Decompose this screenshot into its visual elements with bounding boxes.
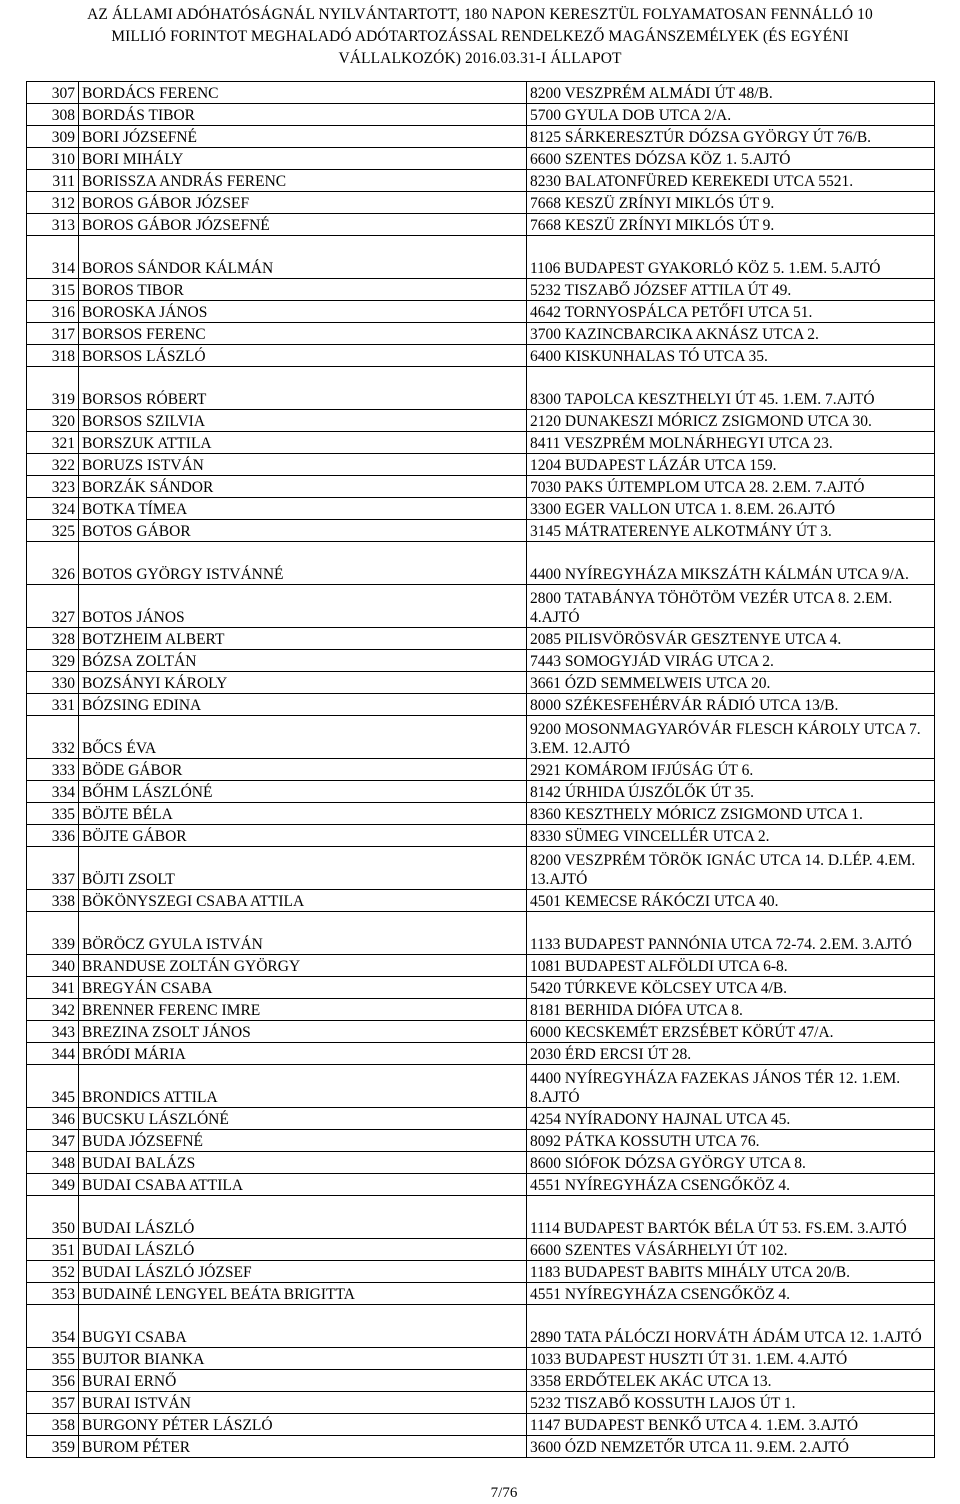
taxpayer-name: BORSOS RÓBERT <box>79 367 527 410</box>
taxpayer-name: BORI JÓZSEFNÉ <box>79 126 527 148</box>
table-row <box>27 1370 935 1392</box>
row-number: 312 <box>27 192 79 214</box>
taxpayer-address: 1133 BUDAPEST PANNÓNIA UTCA 72-74. 2.EM. 3.AJTÓ <box>527 912 935 955</box>
taxpayer-address: 1106 BUDAPEST GYAKORLÓ KÖZ 5. 1.EM. 5.AJTÓ <box>527 236 935 279</box>
taxpayer-address: 8300 TAPOLCA KESZTHELYI ÚT 45. 1.EM. 7.AJTÓ <box>527 367 935 410</box>
taxpayer-name: BURAI ERNŐ <box>79 1370 527 1392</box>
taxpayer-name: BURAI ISTVÁN <box>79 1392 527 1414</box>
table-row <box>27 148 935 170</box>
row-number: 311 <box>27 170 79 192</box>
row-number: 342 <box>27 999 79 1021</box>
taxpayer-name: BORUZS ISTVÁN <box>79 454 527 476</box>
taxpayer-address: 8200 VESZPRÉM TÖRÖK IGNÁC UTCA 14. D.LÉP. 4.EM. 13.AJTÓ <box>527 847 935 890</box>
table-row <box>27 476 935 498</box>
table-row <box>27 1152 935 1174</box>
taxpayer-name: BOROS TIBOR <box>79 279 527 301</box>
taxpayer-table <box>26 81 935 1458</box>
taxpayer-name: BUDA JÓZSEFNÉ <box>79 1130 527 1152</box>
taxpayer-name: BOTKA TÍMEA <box>79 498 527 520</box>
table-row <box>27 410 935 432</box>
table-row <box>27 912 935 955</box>
row-number: 313 <box>27 214 79 236</box>
taxpayer-address: 3600 ÓZD NEMZETŐR UTCA 11. 9.EM. 2.AJTÓ <box>527 1436 935 1458</box>
taxpayer-name: BUDAI CSABA ATTILA <box>79 1174 527 1196</box>
table-row <box>27 323 935 345</box>
taxpayer-address: 8125 SÁRKERESZTÚR DÓZSA GYÖRGY ÚT 76/B. <box>527 126 935 148</box>
header-line-2: MILLIÓ FORINTOT MEGHALADÓ ADÓTARTOZÁSSAL RENDELKEZŐ MAGÁNSZEMÉLYEK (ÉS EGYÉNI <box>111 28 849 45</box>
taxpayer-address: 7668 KESZÜ ZRÍNYI MIKLÓS ÚT 9. <box>527 214 935 236</box>
taxpayer-name: BÖJTI ZSOLT <box>79 847 527 890</box>
taxpayer-name: BÓZSA ZOLTÁN <box>79 650 527 672</box>
row-number: 324 <box>27 498 79 520</box>
row-number: 350 <box>27 1196 79 1239</box>
taxpayer-name: BREGYÁN CSABA <box>79 977 527 999</box>
taxpayer-address: 1081 BUDAPEST ALFÖLDI UTCA 6-8. <box>527 955 935 977</box>
taxpayer-name: BORI MIHÁLY <box>79 148 527 170</box>
taxpayer-address: 4501 KEMECSE RÁKÓCZI UTCA 40. <box>527 890 935 912</box>
row-number: 323 <box>27 476 79 498</box>
table-row <box>27 650 935 672</box>
taxpayer-address: 6400 KISKUNHALAS TÓ UTCA 35. <box>527 345 935 367</box>
table-row <box>27 1043 935 1065</box>
taxpayer-name: BOROSKA JÁNOS <box>79 301 527 323</box>
table-row <box>27 955 935 977</box>
table-row <box>27 279 935 301</box>
taxpayer-address: 5232 TISZABŐ JÓZSEF ATTILA ÚT 49. <box>527 279 935 301</box>
row-number: 340 <box>27 955 79 977</box>
row-number: 348 <box>27 1152 79 1174</box>
row-number: 351 <box>27 1239 79 1261</box>
taxpayer-address: 8411 VESZPRÉM MOLNÁRHEGYI UTCA 23. <box>527 432 935 454</box>
taxpayer-name: BOTOS GÁBOR <box>79 520 527 542</box>
taxpayer-table-body <box>27 82 935 1458</box>
table-row <box>27 999 935 1021</box>
table-row <box>27 126 935 148</box>
taxpayer-address: 4400 NYÍREGYHÁZA MIKSZÁTH KÁLMÁN UTCA 9/A. <box>527 542 935 585</box>
row-number: 310 <box>27 148 79 170</box>
taxpayer-address: 7443 SOMOGYJÁD VIRÁG UTCA 2. <box>527 650 935 672</box>
taxpayer-name: BORSOS FERENC <box>79 323 527 345</box>
taxpayer-name: BRONDICS ATTILA <box>79 1065 527 1108</box>
taxpayer-address: 5700 GYULA DOB UTCA 2/A. <box>527 104 935 126</box>
row-number: 345 <box>27 1065 79 1108</box>
taxpayer-address: 4400 NYÍREGYHÁZA FAZEKAS JÁNOS TÉR 12. 1.EM. 8.AJTÓ <box>527 1065 935 1108</box>
table-row <box>27 1130 935 1152</box>
taxpayer-address: 7668 KESZÜ ZRÍNYI MIKLÓS ÚT 9. <box>527 192 935 214</box>
taxpayer-address: 2800 TATABÁNYA TÖHÖTÖM VEZÉR UTCA 8. 2.EM. 4.AJTÓ <box>527 585 935 628</box>
table-row <box>27 1021 935 1043</box>
row-number: 309 <box>27 126 79 148</box>
row-number: 359 <box>27 1436 79 1458</box>
taxpayer-address: 3661 ÓZD SEMMELWEIS UTCA 20. <box>527 672 935 694</box>
taxpayer-address: 4551 NYÍREGYHÁZA CSENGŐKÖZ 4. <box>527 1174 935 1196</box>
taxpayer-name: BOTOS GYÖRGY ISTVÁNNÉ <box>79 542 527 585</box>
taxpayer-name: BUGYI CSABA <box>79 1305 527 1348</box>
row-number: 325 <box>27 520 79 542</box>
row-number: 355 <box>27 1348 79 1370</box>
row-number: 346 <box>27 1108 79 1130</box>
taxpayer-address: 9200 MOSONMAGYARÓVÁR FLESCH KÁROLY UTCA 7. 3.EM. 12.AJTÓ <box>527 716 935 759</box>
taxpayer-name: BUCSKU LÁSZLÓNÉ <box>79 1108 527 1130</box>
taxpayer-name: BÓZSING EDINA <box>79 694 527 716</box>
table-row <box>27 803 935 825</box>
row-number: 332 <box>27 716 79 759</box>
table-row <box>27 542 935 585</box>
taxpayer-name: BÖJTE BÉLA <box>79 803 527 825</box>
table-row <box>27 520 935 542</box>
row-number: 322 <box>27 454 79 476</box>
row-number: 354 <box>27 1305 79 1348</box>
taxpayer-name: BORSZUK ATTILA <box>79 432 527 454</box>
table-row <box>27 1414 935 1436</box>
row-number: 314 <box>27 236 79 279</box>
taxpayer-name: BORDÁCS FERENC <box>79 82 527 104</box>
taxpayer-name: BORISSZA ANDRÁS FERENC <box>79 170 527 192</box>
taxpayer-address: 1033 BUDAPEST HUSZTI ÚT 31. 1.EM. 4.AJTÓ <box>527 1348 935 1370</box>
table-row <box>27 367 935 410</box>
taxpayer-name: BUROM PÉTER <box>79 1436 527 1458</box>
taxpayer-address: 2921 KOMÁROM IFJÚSÁG ÚT 6. <box>527 759 935 781</box>
taxpayer-name: BOROS SÁNDOR KÁLMÁN <box>79 236 527 279</box>
taxpayer-name: BRENNER FERENC IMRE <box>79 999 527 1021</box>
row-number: 333 <box>27 759 79 781</box>
taxpayer-address: 8092 PÁTKA KOSSUTH UTCA 76. <box>527 1130 935 1152</box>
row-number: 318 <box>27 345 79 367</box>
taxpayer-address: 1204 BUDAPEST LÁZÁR UTCA 159. <box>527 454 935 476</box>
row-number: 307 <box>27 82 79 104</box>
document-header <box>0 4 960 70</box>
table-row <box>27 1261 935 1283</box>
taxpayer-name: BOROS GÁBOR JÓZSEFNÉ <box>79 214 527 236</box>
taxpayer-address: 4642 TORNYOSPÁLCA PETŐFI UTCA 51. <box>527 301 935 323</box>
row-number: 352 <box>27 1261 79 1283</box>
table-row <box>27 1174 935 1196</box>
taxpayer-address: 2085 PILISVÖRÖSVÁR GESZTENYE UTCA 4. <box>527 628 935 650</box>
taxpayer-name: BORDÁS TIBOR <box>79 104 527 126</box>
row-number: 320 <box>27 410 79 432</box>
row-number: 317 <box>27 323 79 345</box>
taxpayer-address: 6600 SZENTES DÓZSA KÖZ 1. 5.AJTÓ <box>527 148 935 170</box>
taxpayer-address: 2890 TATA PÁLÓCZI HORVÁTH ÁDÁM UTCA 12. 1.AJTÓ <box>527 1305 935 1348</box>
taxpayer-name: BŐCS ÉVA <box>79 716 527 759</box>
table-row <box>27 82 935 104</box>
taxpayer-name: BÖJTE GÁBOR <box>79 825 527 847</box>
table-row <box>27 825 935 847</box>
taxpayer-name: BORSOS LÁSZLÓ <box>79 345 527 367</box>
taxpayer-address: 4551 NYÍREGYHÁZA CSENGŐKÖZ 4. <box>527 1283 935 1305</box>
row-number: 356 <box>27 1370 79 1392</box>
taxpayer-address: 5232 TISZABŐ KOSSUTH LAJOS ÚT 1. <box>527 1392 935 1414</box>
taxpayer-address: 7030 PAKS ÚJTEMPLOM UTCA 28. 2.EM. 7.AJTÓ <box>527 476 935 498</box>
row-number: 344 <box>27 1043 79 1065</box>
row-number: 336 <box>27 825 79 847</box>
taxpayer-name: BUDAI LÁSZLÓ <box>79 1196 527 1239</box>
table-row <box>27 1065 935 1108</box>
taxpayer-name: BOTOS JÁNOS <box>79 585 527 628</box>
taxpayer-name: BOROS GÁBOR JÓZSEF <box>79 192 527 214</box>
table-row <box>27 672 935 694</box>
table-row <box>27 1392 935 1414</box>
row-number: 331 <box>27 694 79 716</box>
taxpayer-address: 8600 SIÓFOK DÓZSA GYÖRGY UTCA 8. <box>527 1152 935 1174</box>
taxpayer-address: 3700 KAZINCBARCIKA AKNÁSZ UTCA 2. <box>527 323 935 345</box>
row-number: 343 <box>27 1021 79 1043</box>
row-number: 326 <box>27 542 79 585</box>
table-row <box>27 498 935 520</box>
taxpayer-address: 2030 ÉRD ERCSI ÚT 28. <box>527 1043 935 1065</box>
taxpayer-name: BORSOS SZILVIA <box>79 410 527 432</box>
row-number: 339 <box>27 912 79 955</box>
table-row <box>27 847 935 890</box>
taxpayer-name: BORZÁK SÁNDOR <box>79 476 527 498</box>
taxpayer-address: 3300 EGER VALLON UTCA 1. 8.EM. 26.AJTÓ <box>527 498 935 520</box>
taxpayer-address: 1183 BUDAPEST BABITS MIHÁLY UTCA 20/B. <box>527 1261 935 1283</box>
row-number: 357 <box>27 1392 79 1414</box>
table-row <box>27 104 935 126</box>
table-row <box>27 1348 935 1370</box>
table-row <box>27 890 935 912</box>
taxpayer-address: 5420 TÚRKEVE KÖLCSEY UTCA 4/B. <box>527 977 935 999</box>
row-number: 327 <box>27 585 79 628</box>
table-row <box>27 716 935 759</box>
page-number: 7/76 <box>490 1485 518 1501</box>
row-number: 315 <box>27 279 79 301</box>
row-number: 349 <box>27 1174 79 1196</box>
table-row <box>27 628 935 650</box>
row-number: 328 <box>27 628 79 650</box>
taxpayer-name: BRÓDI MÁRIA <box>79 1043 527 1065</box>
taxpayer-address: 4254 NYÍRADONY HAJNAL UTCA 45. <box>527 1108 935 1130</box>
row-number: 353 <box>27 1283 79 1305</box>
table-row <box>27 1283 935 1305</box>
row-number: 338 <box>27 890 79 912</box>
taxpayer-address: 2120 DUNAKESZI MÓRICZ ZSIGMOND UTCA 30. <box>527 410 935 432</box>
table-row <box>27 1436 935 1458</box>
row-number: 337 <box>27 847 79 890</box>
taxpayer-address: 1114 BUDAPEST BARTÓK BÉLA ÚT 53. FS.EM. 3.AJTÓ <box>527 1196 935 1239</box>
table-row <box>27 214 935 236</box>
taxpayer-name: BUDAINÉ LENGYEL BEÁTA BRIGITTA <box>79 1283 527 1305</box>
row-number: 358 <box>27 1414 79 1436</box>
taxpayer-name: BREZINA ZSOLT JÁNOS <box>79 1021 527 1043</box>
taxpayer-name: BOTZHEIM ALBERT <box>79 628 527 650</box>
table-row <box>27 454 935 476</box>
taxpayer-address: 8230 BALATONFÜRED KEREKEDI UTCA 5521. <box>527 170 935 192</box>
taxpayer-name: BUDAI LÁSZLÓ <box>79 1239 527 1261</box>
table-row <box>27 301 935 323</box>
taxpayer-name: BUDAI LÁSZLÓ JÓZSEF <box>79 1261 527 1283</box>
taxpayer-address: 8142 ÚRHIDA ÚJSZŐLŐK ÚT 35. <box>527 781 935 803</box>
header-line-3: VÁLLALKOZÓK) 2016.03.31-I ÁLLAPOT <box>338 50 622 67</box>
taxpayer-address: 1147 BUDAPEST BENKŐ UTCA 4. 1.EM. 3.AJTÓ <box>527 1414 935 1436</box>
taxpayer-address: 6000 KECSKEMÉT ERZSÉBET KÖRÚT 47/A. <box>527 1021 935 1043</box>
row-number: 341 <box>27 977 79 999</box>
row-number: 321 <box>27 432 79 454</box>
row-number: 330 <box>27 672 79 694</box>
taxpayer-address: 3145 MÁTRATERENYE ALKOTMÁNY ÚT 3. <box>527 520 935 542</box>
table-row <box>27 192 935 214</box>
row-number: 334 <box>27 781 79 803</box>
taxpayer-name: BÖDE GÁBOR <box>79 759 527 781</box>
taxpayer-address: 8330 SÜMEG VINCELLÉR UTCA 2. <box>527 825 935 847</box>
table-row <box>27 694 935 716</box>
taxpayer-name: BÖKÖNYSZEGI CSABA ATTILA <box>79 890 527 912</box>
table-row <box>27 1108 935 1130</box>
table-row <box>27 781 935 803</box>
table-row <box>27 432 935 454</box>
row-number: 316 <box>27 301 79 323</box>
taxpayer-address: 8200 VESZPRÉM ALMÁDI ÚT 48/B. <box>527 82 935 104</box>
taxpayer-address: 8181 BERHIDA DIÓFA UTCA 8. <box>527 999 935 1021</box>
table-row <box>27 1305 935 1348</box>
taxpayer-name: BUJTOR BIANKA <box>79 1348 527 1370</box>
header-line-1: AZ ÁLLAMI ADÓHATÓSÁGNÁL NYILVÁNTARTOTT, 180 NAPON KERESZTÜL FOLYAMATOSAN FENNÁLLÓ 10 <box>87 6 873 23</box>
row-number: 335 <box>27 803 79 825</box>
taxpayer-address: 6600 SZENTES VÁSÁRHELYI ÚT 102. <box>527 1239 935 1261</box>
row-number: 347 <box>27 1130 79 1152</box>
row-number: 308 <box>27 104 79 126</box>
taxpayer-name: BURGONY PÉTER LÁSZLÓ <box>79 1414 527 1436</box>
taxpayer-name: BRANDUSE ZOLTÁN GYÖRGY <box>79 955 527 977</box>
table-row <box>27 1196 935 1239</box>
row-number: 319 <box>27 367 79 410</box>
taxpayer-address: 8000 SZÉKESFEHÉRVÁR RÁDIÓ UTCA 13/B. <box>527 694 935 716</box>
table-row <box>27 236 935 279</box>
table-row <box>27 759 935 781</box>
taxpayer-name: BÖRÖCZ GYULA ISTVÁN <box>79 912 527 955</box>
table-row <box>27 170 935 192</box>
taxpayer-name: BUDAI BALÁZS <box>79 1152 527 1174</box>
table-row <box>27 1239 935 1261</box>
table-row <box>27 585 935 628</box>
taxpayer-address: 8360 KESZTHELY MÓRICZ ZSIGMOND UTCA 1. <box>527 803 935 825</box>
taxpayer-name: BŐHM LÁSZLÓNÉ <box>79 781 527 803</box>
taxpayer-address: 3358 ERDŐTELEK AKÁC UTCA 13. <box>527 1370 935 1392</box>
row-number: 329 <box>27 650 79 672</box>
table-row <box>27 345 935 367</box>
table-row <box>27 977 935 999</box>
taxpayer-name: BOZSÁNYI KÁROLY <box>79 672 527 694</box>
